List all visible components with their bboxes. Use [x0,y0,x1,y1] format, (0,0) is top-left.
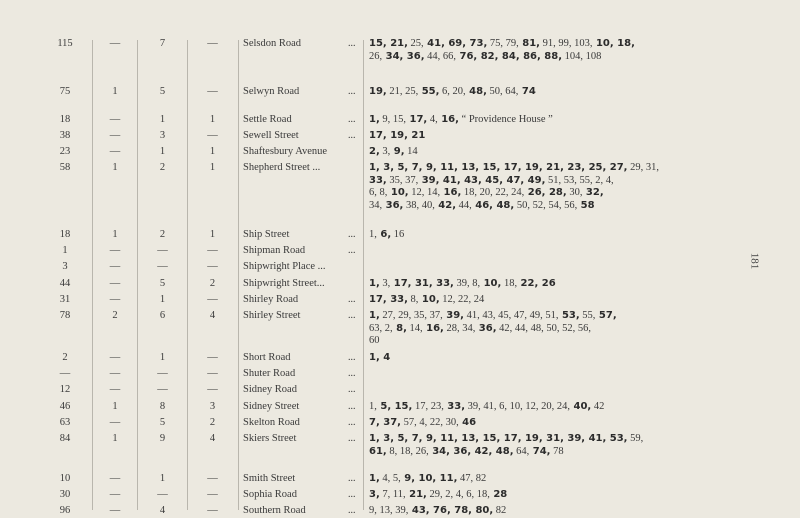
count-cell: — [109,38,121,49]
house-number-bold: 1, 4 [369,352,391,363]
house-number-bold: 32, [582,187,604,198]
street-name: Shipwright Place ... [243,261,326,272]
house-number-bold: 1, 3, 5, 7, 9, 11, 13, 15, 17, 19, 21, 23, 25, 27, [369,162,628,173]
count-cell: — [157,245,168,256]
house-number: 4, [427,114,438,125]
street-name: Skiers Street [243,433,297,444]
house-number: 12, 22, 24 [439,294,485,305]
count-cell: — [157,261,168,272]
house-number-bold: 34, 36, [382,50,425,62]
leader-dots: ... [348,352,356,363]
house-number: 44, 66, [424,50,457,62]
house-number-bold: 46 [458,417,477,428]
house-number-bold: 40, [570,401,592,412]
street-name: Southern Road [243,505,306,516]
house-numbers [369,417,745,430]
house-number-bold: 74, [529,445,551,457]
house-number: 7, 11, [379,489,406,500]
count-cell: — [109,352,121,363]
leader-dots: ... [348,86,356,97]
count-cell: — [109,417,121,428]
house-number-bold: 15, 21, [369,38,408,49]
house-numbers [369,146,745,159]
house-number: 4, 5, [379,473,401,484]
house-numbers [369,489,745,502]
leader-dots: ... [348,417,356,428]
count-cell: — [109,294,121,305]
street-name: Shipwright Street... [243,278,325,289]
count-cell: 3 [159,130,166,141]
count-cell: — [109,368,121,379]
count-cell: 18 [59,114,71,125]
house-number: 44, [456,199,472,211]
street-name: Shepherd Street ... [243,162,321,173]
house-number-bold: 8, [392,322,407,334]
house-number: 8, [407,294,419,305]
leader-dots: ... [348,310,356,321]
house-numbers [369,86,745,99]
count-cell: — [109,114,121,125]
house-number-bold: 3, [369,489,380,500]
house-number: 75, 79, [487,38,519,49]
house-numbers [369,38,745,63]
column-divider [187,40,188,510]
house-number: 6, 20, [439,86,466,97]
count-cell: 38 [59,130,71,141]
house-number-bold: 33, [369,174,387,186]
count-cell: 115 [57,38,73,49]
count-cell: 84 [59,433,71,444]
street-name: Skelton Road [243,417,300,428]
house-number-bold: 1, [369,473,380,484]
house-number-bold: 74 [518,86,536,97]
page-number: 181 [748,252,761,270]
street-name: Shirley Road [243,294,299,305]
house-number: 51, 53, 55, 2, 4, [545,174,614,186]
house-numbers [369,294,745,307]
house-number-bold: 17, 19, 21 [369,130,426,141]
leader-dots: ... [348,384,356,395]
column-divider [92,40,93,510]
house-number: 3, [379,278,391,289]
count-cell: 46 [59,401,71,412]
count-cell: 2 [159,229,166,240]
count-cell: 3 [62,261,68,272]
count-cell: 2 [209,417,216,428]
leader-dots: ... [348,294,356,305]
house-number-bold: 19, [369,86,387,97]
count-cell: 12 [59,384,71,395]
house-number-bold: 34, 36, 42, 48, [428,445,514,457]
house-number-bold: 10, [418,294,440,305]
house-numbers [369,229,745,242]
house-number-bold: 36, [382,199,404,211]
count-cell: 30 [59,489,71,500]
house-number-bold: 1, 3, 5, 7, 9, 11, 13, 15, 17, 19, 31, 39, 41, 53, [369,433,628,444]
house-number-bold: 2, [369,146,380,157]
house-number: 38, 40, [403,199,435,211]
count-cell: — [59,368,71,379]
count-cell: 31 [59,294,71,305]
house-numbers [369,433,745,458]
house-number-bold: 58 [577,199,595,211]
house-number-bold: 26, 28, [524,187,567,198]
house-number: 17, 23, [412,401,444,412]
count-cell: — [109,505,121,516]
street-name: Shuter Road [243,368,296,379]
house-number-bold: 39, 41, 43, 45, 47, 49, [418,174,546,186]
count-cell: — [109,245,121,256]
street-name: Smith Street [243,473,296,484]
house-number: 60 [369,335,380,346]
count-cell: — [109,261,121,272]
count-cell: — [207,38,218,49]
leader-dots: ... [348,368,356,379]
house-number-bold: 33, [443,401,466,412]
count-cell: 2 [112,310,118,321]
street-name: Sidney Street [243,401,300,412]
house-numbers [369,114,745,127]
house-number: 42 [591,401,605,412]
leader-dots: ... [348,401,356,412]
count-cell: — [207,473,218,484]
count-cell: — [207,368,218,379]
house-number-bold: 7, 37, [369,417,401,428]
house-number: 91, 99, 103, [539,38,593,49]
street-name: Sophia Road [243,489,297,500]
house-numbers [369,278,745,291]
house-number-bold: 17, 31, 33, [390,278,454,289]
house-number: 25, [407,38,424,49]
count-cell: 1 [112,86,118,97]
count-cell: 8 [159,401,166,412]
leader-dots: ... [348,114,356,125]
house-number-bold: 9, [390,146,405,157]
house-number: 63, 2, [369,322,393,334]
street-name: Short Road [243,352,291,363]
count-cell: 4 [159,505,166,516]
house-numbers [369,130,745,143]
count-cell: 1 [159,146,166,157]
house-number-bold: 16, [437,114,459,125]
house-number: 30, [566,187,583,198]
house-number-bold: 76, 82, 84, 86, 88, [456,50,563,62]
house-number: 82 [493,505,507,516]
house-number-bold: 48, [465,86,487,97]
street-name: Settle Road [243,114,292,125]
count-cell: — [207,130,218,141]
house-number-bold: 36, [475,322,497,334]
count-cell: — [207,86,218,97]
count-cell: 5 [159,86,166,97]
house-number: 28, 34, [443,322,476,334]
house-number-bold: 42, [434,199,457,211]
street-name: Selsdon Road [243,38,302,49]
house-number-bold: 43, 76, 78, 80, [408,505,494,516]
leader-dots: ... [348,38,356,49]
count-cell: — [109,278,121,289]
house-number: 64, [513,445,530,457]
count-cell: 1 [112,229,118,240]
house-number-bold: 39, [442,310,464,321]
count-cell: 10 [59,473,71,484]
count-cell: 23 [59,146,71,157]
count-cell: 5 [159,278,166,289]
house-number: 14 [404,146,418,157]
house-number-bold: 55, [418,86,440,97]
street-name: Ship Street [243,229,290,240]
house-number-bold: 81, [518,38,540,49]
house-number: 47, 82 [457,473,487,484]
leader-dots: ... [348,130,356,141]
count-cell: 3 [209,401,216,412]
count-cell: — [207,352,218,363]
count-cell: — [207,245,218,256]
house-number: 1, [369,401,377,412]
house-number: 42, 44, 48, 50, 52, 56, [496,322,592,334]
house-number-bold: 16, [422,322,444,334]
count-cell: 1 [209,229,216,240]
count-cell: — [109,130,121,141]
house-number-bold: 17, [406,114,428,125]
count-cell: — [207,261,218,272]
house-number: 3, [379,146,391,157]
house-number: 57, 4, 22, 30, [400,417,459,428]
house-number-bold: 16, [440,187,462,198]
house-number: 1, [369,229,377,240]
count-cell: — [109,473,121,484]
house-number: 55, [579,310,596,321]
count-cell: 6 [159,310,166,321]
count-cell: 1 [112,433,118,444]
house-number-bold: 57, [595,310,617,321]
count-cell: 1 [209,146,216,157]
house-numbers [369,310,745,348]
count-cell: — [157,489,168,500]
count-cell: 1 [159,473,166,484]
count-cell: 1 [159,352,166,363]
house-numbers [369,162,745,212]
count-cell: 1 [62,245,68,256]
house-number: 50, 52, 54, 56, [514,199,578,211]
count-cell: — [207,505,218,516]
leader-dots: ... [348,473,356,484]
count-cell: — [109,384,121,395]
house-number: 29, 2, 4, 6, 18, [426,489,490,500]
house-number: 8, 18, 26, [386,445,429,457]
house-numbers [369,401,745,414]
count-cell: 2 [62,352,68,363]
house-numbers [369,473,745,486]
count-cell: 7 [159,38,166,49]
count-cell: — [157,368,168,379]
count-cell: — [207,489,218,500]
count-cell: 1 [112,162,118,173]
count-cell: 63 [59,417,71,428]
house-number: 34, [369,199,383,211]
street-name: Sidney Road [243,384,297,395]
house-number: 78 [550,445,564,457]
count-cell: 18 [59,229,71,240]
column-divider [363,40,364,510]
column-divider [137,40,138,510]
house-number-bold: 53, [558,310,580,321]
count-cell: 4 [209,433,216,444]
count-cell: 2 [209,278,216,289]
street-name: Shirley Street [243,310,301,321]
house-number: 29, 31, [627,162,659,173]
count-cell: 1 [159,114,166,125]
house-number: 18, 20, 22, 24, [461,187,525,198]
count-cell: 2 [159,162,166,173]
house-number-bold: 22, 26 [517,278,556,289]
leader-dots: ... [348,433,356,444]
house-number: “ Providence House ” [458,114,553,125]
count-cell: — [157,384,168,395]
street-name: Shipman Road [243,245,306,256]
street-name: Sewell Street [243,130,299,141]
house-number: 14, [406,322,423,334]
house-number: 16 [391,229,405,240]
house-number: 12, 14, [408,187,441,198]
house-number-bold: 1, [369,114,380,125]
leader-dots: ... [348,245,356,256]
count-cell: — [109,146,121,157]
house-number: 21, 25, [386,86,419,97]
house-numbers [369,505,745,518]
house-number-bold: 6, [376,229,392,240]
house-number: 27, 29, 35, 37, [379,310,443,321]
count-cell: — [207,294,218,305]
count-cell: 4 [209,310,216,321]
count-cell: 78 [59,310,71,321]
house-number: 9, 13, 39, [369,505,409,516]
count-cell: 96 [59,505,71,516]
leader-dots: ... [348,229,356,240]
house-number: 59, [627,433,644,444]
count-cell: 58 [59,162,71,173]
house-numbers [369,352,745,365]
house-number-bold: 41, 69, 73, [423,38,488,49]
house-number: 39, 41, 6, 10, 12, 20, 24, [465,401,571,412]
count-cell: 9 [159,433,166,444]
house-number-bold: 21, [405,489,427,500]
house-number-bold: 1, [369,278,380,289]
house-number: 35, 37, [386,174,419,186]
house-number-bold: 10, 18, [592,38,635,49]
house-number-bold: 28 [489,489,508,500]
house-number-bold: 10, [387,187,409,198]
count-cell: 1 [209,162,216,173]
street-name: Selwyn Road [243,86,300,97]
house-number-bold: 1, [369,310,380,321]
house-number: 26, [369,50,383,62]
house-number-bold: 46, 48, [471,199,515,211]
house-number-bold: 61, [369,445,387,457]
count-cell: 44 [59,278,71,289]
count-cell: 1 [112,401,118,412]
house-number-bold: 17, 33, [369,294,408,305]
house-number-bold: 5, 15, [376,401,413,412]
house-number: 6, 8, [369,187,388,198]
count-cell: 1 [159,294,166,305]
house-number-bold: 9, 10, 11, [400,473,458,484]
house-number: 39, 8, [453,278,481,289]
column-divider [238,40,239,510]
street-name: Shaftesbury Avenue [243,146,328,157]
leader-dots: ... [348,505,356,516]
count-cell: — [207,384,218,395]
house-number: 50, 64, [486,86,519,97]
house-number: 104, 108 [562,50,602,62]
count-cell: — [109,489,121,500]
count-cell: 1 [209,114,216,125]
count-cell: 5 [159,417,166,428]
house-number: 9, 15, [379,114,407,125]
count-cell: 75 [59,86,71,97]
house-number-bold: 10, [480,278,502,289]
house-number: 18, [501,278,518,289]
leader-dots: ... [348,489,356,500]
house-number: 41, 43, 45, 47, 49, 51, [463,310,559,321]
